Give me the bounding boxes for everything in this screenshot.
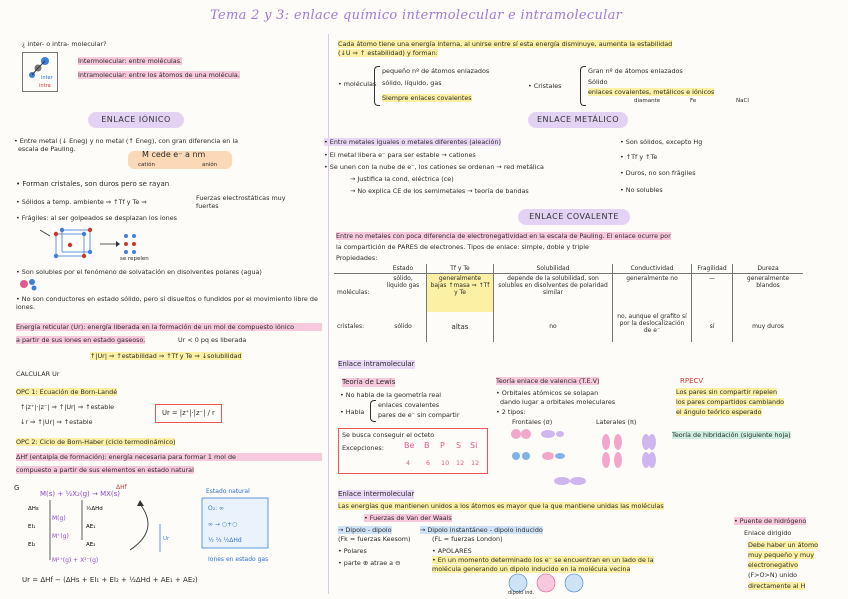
svg-text:M⁺(g): M⁺(g) <box>52 533 69 540</box>
cell-tf-mol: generalmente bajas ↑masa ⇒ ↑Tf y Te <box>427 274 494 312</box>
metalico-r2: • ↑Tf y ↑Te <box>620 153 658 161</box>
svg-text:inter: inter <box>41 75 53 81</box>
lewis-2a: enlaces covalentes <box>378 401 440 409</box>
rpecv-3: el ángulo teórico esperado <box>676 408 762 416</box>
cell-cond-mol: generalmente no <box>613 274 692 312</box>
col-solubilidad: Solubilidad <box>494 264 613 274</box>
col-tf: Tf y Te <box>427 264 494 274</box>
cristales-brace <box>580 66 586 106</box>
energia-reticular-def2: a partir de sus iones en estado gaseoso. <box>16 336 146 344</box>
propiedades-table <box>334 264 803 342</box>
born-lande-formula: Ur = |z⁺|·|z⁻| / r <box>155 404 222 423</box>
lattice-drawing <box>40 226 180 262</box>
crist-ex-3: NaCl <box>736 98 749 104</box>
svg-text:intra: intra <box>39 83 51 89</box>
puente-5: (F>O>N) unido <box>748 571 798 579</box>
column-divider <box>328 34 329 594</box>
frontales-label: Frontales (σ) <box>512 418 553 426</box>
crist-item-1: Gran nº de átomos enlazados <box>588 67 683 75</box>
london: (FL = fuerzas London) <box>432 535 503 543</box>
exc-num-2: 6 <box>426 459 431 467</box>
opc1-title: OPC 1: Ecuación de Born-Landé <box>16 388 118 396</box>
svg-text:EI₁: EI₁ <box>28 524 36 530</box>
energia-interna-line1: Cada átomo tiene una energía interna, al unirse entre sí esta energía disminuye, aumenta la estabilidad <box>338 40 673 48</box>
lewis-2: • Habla <box>340 408 365 416</box>
lewis-2b: pares de e⁻ sin compartir <box>378 411 460 419</box>
opc2-title: OPC 2: Ciclo de Born-Haber (ciclo termodinámico) <box>16 438 176 446</box>
exc-num-5: 12 <box>471 459 480 467</box>
cycle-top: M(s) + ½X₂(g) → MX(s) <box>40 490 121 498</box>
tev-1: • Orbitales atómicos se solapan <box>496 389 599 397</box>
propiedades-label: Propiedades: <box>336 254 378 262</box>
svg-text:M²⁺(g) + X²⁻(g): M²⁺(g) + X²⁻(g) <box>52 557 99 564</box>
ur-negative: Ur < 0 pq es liberada <box>178 336 247 344</box>
tev-2: dando lugar a orbitales moleculares <box>500 398 616 406</box>
tev-3: • 2 tipos: <box>496 408 526 416</box>
exc-b: B <box>424 441 430 450</box>
laterales-label: Laterales (π) <box>596 418 637 426</box>
metalico-l3: • Se unen con la nube de e⁻, los cationes se ordenan → red metálica <box>324 163 544 171</box>
intra-definition: Intramolecular: entre los átomos de una molécula. <box>78 71 240 79</box>
rpecv-title: RPECV <box>680 377 704 385</box>
exc-s: S <box>456 441 462 450</box>
iones-gas-label: Iones en estado gas <box>208 556 269 563</box>
ionico-b1: • Forman cristales, son duros pero se rayan <box>16 180 170 188</box>
moleculas-label: • moléculas <box>338 80 377 88</box>
puente-2: Debe haber un átomo <box>748 541 819 549</box>
ur-final-formula: Ur = ΔHf − (ΔHs + EI₁ + EI₂ + ½ΔHd + AE₁ + AE₂) <box>22 576 198 584</box>
dipolo-desc-1: • En un momento determinado los e⁻ se encuentran en un lado de la <box>432 556 654 564</box>
excepciones-label: Excepciones: <box>342 444 384 452</box>
puente-6: directamente al H <box>748 582 806 590</box>
exc-si: Si <box>470 441 478 450</box>
dipolo-dipolo: → Dipolo - dipolo <box>338 526 392 534</box>
row-cristales-label: cristales: <box>337 323 365 330</box>
metalico-l2: • El metal libera e⁻ para ser estable → cationes <box>324 151 476 159</box>
ionico-b5: • No son conductores en estado sólido, pero sí disueltos o fundidos por el movimiento libre de iones. <box>16 295 318 312</box>
crist-item-2: Sólido <box>588 78 608 86</box>
rpecv-1: Los pares sin compartir repelen <box>676 388 778 396</box>
energia-reticular-def: Energía reticular (Ur): energía liberada en la formación de un mol de compuesto iónico <box>16 323 322 331</box>
estado-natural-label: Estado natural <box>206 488 250 495</box>
exc-num-3: 10 <box>441 459 450 467</box>
lewis-title: Teoría de Lewis <box>342 378 396 386</box>
molec-item-2: sólido, líquido, gas <box>382 79 442 87</box>
cell-estado-mol: sólido, líquido gas <box>386 275 420 289</box>
cristales-label: • Cristales <box>528 82 562 90</box>
hibridacion-text: Teoría de hibridación (siguiente hoja) <box>672 431 791 439</box>
dipolo-ind-label: dipolo ind. <box>508 590 535 596</box>
puente-1: Enlace dirigido <box>744 529 792 537</box>
svg-text:ΔHs: ΔHs <box>28 506 39 512</box>
col-conductividad: Conductividad <box>613 264 692 274</box>
svg-text:∞ → ○+○: ∞ → ○+○ <box>208 521 238 528</box>
row-moleculas-label: moléculas: <box>337 289 370 297</box>
apolares: • APOLARES <box>432 547 472 555</box>
crist-ex-2: Fe <box>690 98 697 104</box>
polares: • Polares <box>338 547 367 555</box>
cell-sol-mol: depende de la solubilidad, son solubles en disolventes de polaridad similar <box>494 274 613 312</box>
puente-3: muy pequeño y muy <box>748 551 814 559</box>
octeto-text: Se busca conseguir el octeto <box>342 431 435 439</box>
tev-title: Teoría enlace de valencia (T.E.V) <box>496 377 600 385</box>
dipolo-inst: → Dipolo instantáneo - dipolo inducido <box>420 526 543 534</box>
orbital-overlap-drawing <box>506 426 666 496</box>
ionico-b3: • Frágiles: al ser golpeados se desplazan los iones <box>16 214 177 222</box>
parte-atrae: • parte ⊕ atrae a ⊖ <box>338 559 401 567</box>
metalico-r4: • No solubles <box>620 186 663 194</box>
metalico-l4: → Justifica la cond. eléctrica (ce) <box>350 175 454 183</box>
crist-ex-1: diamante <box>634 98 661 104</box>
svg-text:½ΔHd: ½ΔHd <box>86 506 103 512</box>
cycle-g-label: G <box>14 484 20 492</box>
cell-sol-cri: no <box>494 312 613 342</box>
crist-item-3: enlaces covalentes, metálicos e iónicos <box>588 88 715 96</box>
keesom: (Fk = fuerzas Keesom) <box>338 535 411 543</box>
covalente-p1: Entre no metales con poca diferencia de electronegatividad en la escala de Pauling. El enlace ocurre por <box>336 232 671 240</box>
svg-text:AE₁: AE₁ <box>86 524 96 530</box>
ionico-p1b: escala de Pauling. <box>18 145 76 153</box>
intro-question: ¿ inter- o intra- molecular? <box>22 40 107 48</box>
cell-dur-mol: generalmente blandos <box>733 274 804 312</box>
cycle-dhf: ΔHf <box>116 484 127 491</box>
svg-text:½ ⅔ ½ΔHd: ½ ⅔ ½ΔHd <box>208 537 242 544</box>
energia-interna-line2: (↓U ⇒ ↑ estabilidad) y forman: <box>338 49 438 57</box>
cell-frag-mol: — <box>692 274 733 312</box>
lewis-brace <box>370 400 376 422</box>
heading-enlace-metalico: ENLACE METÁLICO <box>528 112 628 128</box>
metalico-r3: • Duros, no son frágiles <box>620 169 696 177</box>
m-cede: M cede e⁻ a nm <box>142 150 206 159</box>
exc-num-1: 4 <box>406 459 411 467</box>
inter-definition: Intermolecular: entre moléculas. <box>78 57 183 65</box>
ur-stability: ↑|Ur| ⇒ ↑estabilidad ⇒ ↑Tf y Te ⇒ ↓solubilidad <box>90 352 242 360</box>
heading-intramolecular: Enlace intramolecular <box>338 360 415 368</box>
molecule-icon <box>22 52 58 92</box>
heading-enlace-covalente: ENLACE COVALENTE <box>518 209 630 225</box>
svg-text:M(g): M(g) <box>52 515 66 522</box>
rpecv-2: los pares compartidos cambiando <box>676 398 785 406</box>
born-haber-cycle <box>20 500 190 572</box>
molec-item-3: Siempre enlaces covalentes <box>382 94 472 102</box>
svg-text:Ur: Ur <box>163 536 170 542</box>
inter-p1: Las energías que mantienen unidos a los átomos es mayor que la que mantiene unidas las moléculas <box>338 502 664 510</box>
ionico-b4: • Son solubles por el fenómeno de solvatación en disolventes polares (agua) <box>16 268 262 276</box>
dhf-def1: ΔHf (entalpía de formación): energía necesaria para formar 1 mol de <box>16 453 322 461</box>
metalico-r1: • Son sólidos, excepto Hg <box>620 138 703 146</box>
cell-frag-cri: sí <box>692 312 733 342</box>
born-haber-diagram <box>200 496 272 552</box>
cell-cond-cri: no, aunque el grafito sí por la deslocalización de e⁻ <box>613 312 692 342</box>
solvation-icon <box>16 276 42 292</box>
cell-tf-cri: altas <box>427 312 494 342</box>
col-dureza: Dureza <box>733 264 804 274</box>
ionico-b2b: Fuerzas electrostáticas muy fuertes <box>196 194 286 211</box>
lewis-1: • No habla de la geometría real <box>340 391 442 399</box>
ionico-b2: • Sólidos a temp. ambiente ⇒ ↑Tf y Te ⇒ <box>16 198 147 206</box>
calcular-ur: CALCULAR Ur <box>16 370 60 378</box>
metalico-l1: • Entre metales iguales o metales diferentes (aleación) <box>324 138 502 146</box>
dhf-def2: compuesto a partir de sus elementos en estado natural <box>16 466 194 474</box>
metalico-l5: → No explica CE de los semimetales → teoría de bandas <box>350 187 529 195</box>
cation-label: catión <box>138 162 155 168</box>
col-fragilidad: Fragilidad <box>692 264 733 274</box>
se-repelen: se repelen <box>120 256 149 262</box>
exc-be: Be <box>404 441 415 450</box>
dipolo-desc-2: molécula generando un dipolo inducido en la molécula vecina <box>432 565 631 573</box>
puente-4: electronegativo <box>748 561 798 569</box>
opc1-b: ↓r ⇒ ↑|Ur| ⇒ ↑estable <box>20 418 93 426</box>
exc-p: P <box>440 441 445 450</box>
cell-estado-cri: sólido <box>394 323 412 330</box>
covalente-p2: la compartición de PARES de electrones. Tipos de enlace: simple, doble y triple <box>336 243 589 251</box>
svg-text:EI₂: EI₂ <box>28 542 36 548</box>
col-estado: Estado <box>380 264 427 274</box>
opc1-a: ↑|z⁺|·|z⁻| ⇒ ↑|Ur| ⇒ ↑estable <box>20 403 115 411</box>
ionico-p1a: • Entre metal (↓ Eneg) y no metal (↑ Eneg), con gran diferencia en la <box>14 137 239 145</box>
exc-num-4: 12 <box>456 459 465 467</box>
vdw-title: • Fuerzas de Van der Waals <box>364 514 452 522</box>
heading-intermolecular: Enlace intermolecular <box>338 490 415 498</box>
moleculas-brace <box>374 66 380 106</box>
page-title: Tema 2 y 3: enlace químico intermolecular e intramolecular <box>210 8 623 23</box>
heading-enlace-ionico: ENLACE IÓNICO <box>88 112 184 128</box>
svg-text:AE₂: AE₂ <box>86 542 96 548</box>
anion-label: anión <box>202 162 218 168</box>
puente-h-title: • Puente de hidrógeno <box>734 517 807 525</box>
svg-text:O₂: ∞: O₂: ∞ <box>208 505 225 512</box>
molec-item-1: pequeño nº de átomos enlazados <box>382 67 490 75</box>
cell-dur-cri: muy duros <box>733 312 804 342</box>
